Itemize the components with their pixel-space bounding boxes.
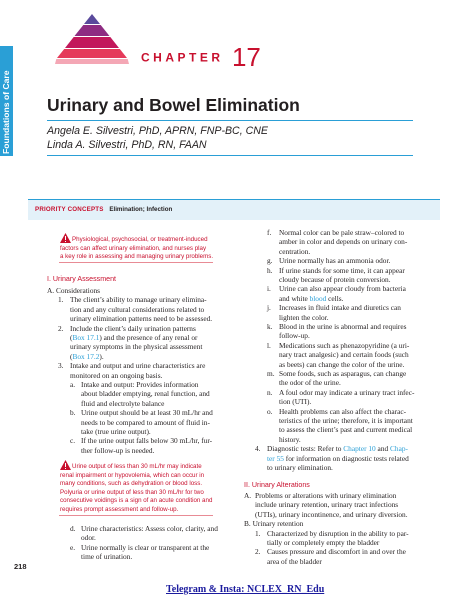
box-link[interactable]: Box 17.1	[72, 333, 100, 342]
chapter-word: CHAPTER	[141, 50, 224, 65]
list-item-text: fluid and electrolyte balance	[81, 398, 165, 408]
alert-2-line: renal impairment or hypovolemia, which can occur in	[60, 471, 205, 479]
text-run: Diagnostic tests: Refer to	[267, 444, 344, 454]
list-item-text	[70, 333, 197, 342]
author-line-1: Angela E. Silvestri, PhD, APRN, FNP-BC, CNE	[47, 125, 268, 137]
list-item-text: Increases in fluid intake and diuretics can	[279, 303, 401, 313]
list-item-text: history.	[279, 434, 301, 444]
list-item-text: Urine output should be at least 30 mL/hr and	[81, 408, 213, 418]
list-item-text: Normal color can be pale straw–colored to	[279, 228, 405, 237]
text-run: cells.	[326, 293, 344, 303]
alert-2-line: Urine output of less than 30 mL/hr may indicate	[72, 463, 202, 470]
page-number: 218	[14, 562, 27, 571]
alert-2-underline	[59, 515, 213, 516]
paren: (	[70, 333, 73, 342]
alert-box-2	[60, 460, 222, 515]
list-marker: j.	[267, 303, 271, 313]
glossary-link[interactable]: blood	[309, 293, 327, 303]
list-item-text: area of the bladder	[267, 556, 322, 566]
list-marker: e.	[70, 542, 76, 552]
list-item-text: Urine can also appear cloudy from bacteria	[279, 284, 406, 294]
alert-1-line: factors can affect urinary elimination, and nurses play	[60, 244, 207, 252]
list-item-text: Characterized by disruption in the ability to par-	[267, 528, 409, 538]
list-item-text: include urinary retention, urinary tract infections	[255, 500, 399, 510]
alert-1-underline	[59, 262, 213, 263]
list-marker: 2.	[58, 323, 64, 333]
list-item-text: Health problems can also affect the charac-	[279, 406, 407, 416]
list-item-text: Include the client’s daily urination patterns	[70, 323, 196, 333]
list-item-text: lighten the color.	[279, 312, 329, 322]
chapter-link[interactable]: ter 55	[267, 453, 284, 463]
list-item-text: Blood in the urine is abnormal and requires	[279, 322, 407, 331]
list-marker: 4.	[255, 444, 261, 454]
list-marker: i.	[267, 284, 271, 294]
priority-concepts-value: Elimination; Infection	[109, 206, 173, 213]
alert-box-1	[60, 233, 220, 262]
footer-link[interactable]: Telegram & Insta: NCLEX_RN_Edu	[166, 584, 325, 595]
alert-1-line: Physiological, psychosocial, or treatment-induced	[72, 236, 208, 243]
list-item-text: amber in color and depends on urinary con-	[279, 237, 408, 247]
list-item-text: odor.	[81, 533, 96, 543]
paren: (	[70, 351, 73, 361]
chapter-number: 17	[231, 42, 261, 72]
list-item-text: Intake and output: Provides information	[81, 380, 199, 389]
section-side-tab	[0, 46, 13, 156]
priority-concepts-box	[28, 199, 440, 220]
page-title: Urinary and Bowel Elimination	[47, 95, 300, 115]
section-heading-urinary-alterations: II. Urinary Alterations	[244, 481, 310, 489]
list-item-text: urinary symptoms in the physical assessment	[70, 342, 203, 352]
alert-1-line: a key role in assessing and managing urinary problems.	[60, 253, 214, 261]
list-marker: b.	[70, 408, 76, 418]
list-marker: a.	[70, 380, 76, 389]
list-item-text: to assess the client’s past and current medical	[279, 425, 413, 435]
list-item-text	[267, 454, 409, 463]
list-item-text: Intake and output and urine characteristics are	[70, 361, 206, 371]
list-item-text: the odor of the urine.	[279, 378, 341, 388]
list-marker: d.	[70, 524, 76, 533]
list-marker: o.	[267, 406, 273, 416]
warning-icon	[60, 460, 71, 470]
list-marker: 3.	[58, 361, 64, 371]
box-link[interactable]: Box 17.2	[72, 351, 100, 361]
list-item-text: urinary elimination patterns need to be assessed.	[70, 314, 213, 324]
list-marker: g.	[267, 256, 273, 266]
list-item-text: to urinary elimination.	[267, 463, 333, 472]
alert-2-line: consecutive voidings is a sign of an acute condition and	[60, 497, 213, 505]
list-item-text: monitored on an ongoing basis.	[70, 370, 163, 380]
list-item: B. Urinary retention	[244, 519, 304, 529]
list-item-text: If urine stands for some time, it can appear	[279, 265, 405, 275]
list-marker: m.	[267, 369, 275, 378]
list-item: A. Considerations	[47, 286, 101, 295]
list-item-text: as beets) can change the color of the urine.	[279, 359, 405, 369]
list-marker: n.	[267, 387, 273, 397]
author-line-2: Linda A. Silvestri, PhD, RN, FAAN	[47, 139, 207, 151]
list-item-text: Urine normally has an ammonia odor.	[279, 256, 391, 266]
authors-divider	[47, 155, 413, 156]
list-item-text: Some foods, such as asparagus, can change	[279, 369, 407, 378]
list-item-text: needs to be compared to amount of fluid in-	[81, 417, 210, 427]
list-marker: h.	[267, 265, 273, 275]
text-run: and white	[279, 293, 310, 303]
alert-2-line: Polyuria or urine output of less than 30 mL/hr for two	[60, 488, 204, 496]
list-item-text: If the urine output falls below 30 mL/hr, fur-	[81, 436, 213, 446]
list-item-text: about bladder emptying, renal function, and	[81, 389, 210, 399]
list-item-text: nary tract analgesic) and certain foods (such	[279, 350, 409, 360]
list-item-text: Urine normally is clear or transparent at the	[81, 542, 210, 552]
chapter-link[interactable]: Chap-	[390, 444, 408, 454]
list-marker: l.	[267, 340, 271, 350]
list-item-text: cloudy because of protein conversion.	[279, 275, 391, 284]
pyramid-logo	[55, 14, 129, 66]
chapter-label	[141, 42, 261, 73]
list-marker: 1.	[58, 295, 64, 305]
list-item-text: Problems or alterations with urinary elimination	[255, 491, 397, 500]
list-marker: c.	[70, 436, 76, 446]
list-item-text: Urine characteristics: Assess color, clarity, and	[81, 524, 218, 533]
list-item-text	[279, 294, 343, 303]
chapter-link[interactable]: Chapter 10	[343, 444, 376, 454]
list-item-text: take (true urine output).	[81, 427, 151, 436]
list-marker: A.	[244, 491, 252, 500]
list-marker: 2.	[255, 547, 261, 557]
list-marker: f.	[267, 228, 272, 237]
list-item-text: ther follow-up is needed.	[81, 445, 155, 455]
section-side-tab-label: Foundations of Care	[1, 70, 11, 154]
text-run: and	[375, 444, 390, 454]
list-item-text: The client’s ability to manage urinary elimina-	[70, 295, 207, 305]
list-item-text: (UTIs), urinary incontinence, and urinary diversion.	[255, 509, 408, 519]
alert-2-line: requires prompt assessment and follow-up.	[60, 505, 179, 513]
list-item-text: time of urination.	[81, 552, 133, 562]
list-item-text	[267, 444, 408, 453]
list-item-text	[70, 352, 104, 361]
warning-icon	[60, 233, 71, 243]
list-item-text: follow-up.	[279, 331, 310, 341]
text-run: for information on diagnostic tests related	[283, 453, 409, 463]
list-item-text: Medications such as phenazopyridine (a uri-	[279, 340, 410, 350]
alert-2-line: many conditions, such as dehydration or blood loss.	[60, 480, 203, 488]
text-run: ) and the presence of any renal or	[99, 333, 198, 342]
list-marker: 1.	[255, 528, 261, 538]
section-heading-urinary-assessment: I. Urinary Assessment	[47, 275, 116, 283]
text-run: ).	[99, 351, 104, 361]
list-item-text: Causes pressure and discomfort in and over the	[267, 547, 406, 557]
title-divider	[47, 120, 413, 121]
list-item-text: tion (UTI).	[279, 397, 312, 407]
list-marker: k.	[267, 322, 273, 331]
list-item-text: tially or completely empty the bladder	[267, 538, 380, 547]
list-item-text: teristics of the urine; therefore, it is important	[279, 416, 413, 425]
list-item-text: A foul odor may indicate a urinary tract infec-	[279, 387, 415, 397]
list-item-text: centration.	[279, 246, 311, 256]
priority-concepts-label: PRIORITY CONCEPTS	[35, 206, 104, 213]
list-item-text: tion and any cultural considerations related to	[70, 304, 205, 314]
